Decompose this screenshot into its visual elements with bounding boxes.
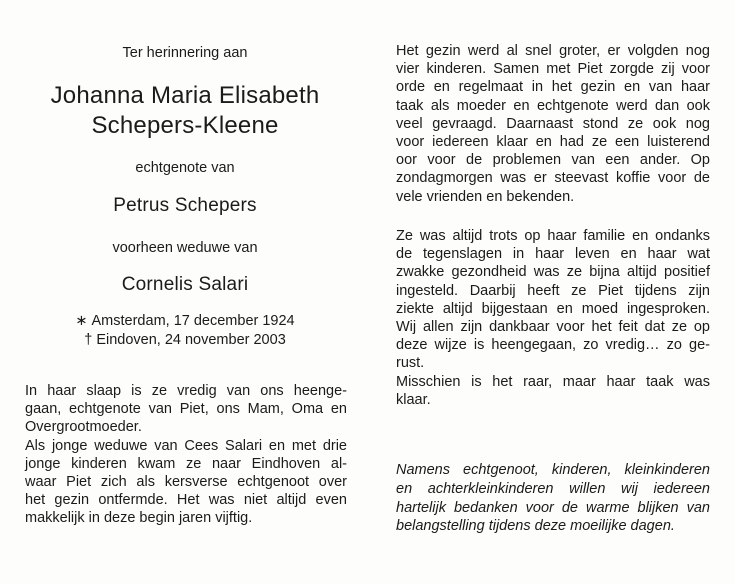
text-line: belangstelling tijdens deze moeilijke dagen.	[396, 518, 675, 535]
text-line: orde en regelmaat in het gezin en van haar	[396, 79, 710, 96]
text-line: klaar.	[396, 391, 431, 408]
text-line: Wij allen zijn dankbaar voor het feit dat ze op	[396, 319, 710, 336]
in-memoriam-label: Ter herinnering aan	[122, 45, 248, 61]
text-line: en achterkleinkinderen willen wij iedereen	[396, 480, 710, 497]
spouse-name: Petrus Schepers	[113, 195, 257, 216]
family-paragraph	[396, 42, 710, 206]
text-line: ingesteld. Daarbij heeft ze Piet tijdens zijn	[396, 282, 710, 299]
text-line: het gezin ontfermde. Het was niet altijd even	[25, 492, 347, 509]
text-line: oor voor de problemen van een ander. Op	[396, 152, 710, 169]
text-line: veel gevraagd. Daarnaast stond ze ook nog	[396, 115, 710, 132]
text-line: vele vrienden en bekenden.	[396, 188, 575, 205]
life-story-paragraph	[25, 382, 347, 528]
birth-place-date: Amsterdam, 17 december 1924	[91, 313, 295, 329]
text-line: Namens echtgenoot, kinderen, kleinkinderen	[396, 462, 710, 478]
spouse-of-label: echtgenote van	[135, 160, 235, 176]
birth-date-line	[22, 312, 348, 331]
text-line: taak als moeder en echtgenote werd dan ook	[396, 97, 710, 114]
text-line: deze wijze is heengegaan, zo vredig… zo ge-	[396, 337, 710, 354]
text-line: zondagmorgen was er steevast koffie voor de	[396, 170, 710, 187]
text-line: voor iedereen klaar en had ze een luisterend	[396, 134, 710, 151]
text-line: Misschien is het raar, maar haar taak was	[396, 373, 710, 390]
text-line: Ze was altijd trots op haar familie en ondanks	[396, 228, 710, 244]
birth-star-icon: ∗	[75, 313, 88, 329]
acknowledgement-paragraph	[396, 461, 710, 536]
text-line: de tegenslagen in haar leven en haar wat	[396, 246, 710, 263]
text-line: Het gezin werd al snel groter, er volgden nog	[396, 43, 710, 59]
text-line: hartelijk bedanken voor de warme blijken van	[396, 499, 710, 516]
text-line: Overgrootmoeder.	[25, 419, 142, 436]
text-line: vier kinderen. Samen met Piet zorgde zij voor	[396, 61, 710, 78]
text-line: jonge kinderen kwam ze naar Eindhoven al-	[25, 455, 347, 472]
death-cross-icon: †	[84, 331, 93, 348]
text-line: In haar slaap is ze vredig van ons heenge-	[25, 383, 347, 399]
death-place-date: Eindoven, 24 november 2003	[96, 331, 286, 348]
death-date-line	[22, 331, 348, 350]
text-line: rust.	[396, 355, 425, 372]
text-line: gaan, echtgenote van Piet, ons Mam, Oma en	[25, 401, 347, 418]
text-line: zwakke gezondheid was ze bijna altijd positief	[396, 264, 710, 281]
formerly-widow-label: voorheen weduwe van	[112, 240, 258, 256]
text-line: ziekte altijd bijgestaan en moed ingesproken.	[396, 300, 710, 317]
life-dates	[22, 312, 348, 349]
text-line: makkelijk in deze begin jaren vijftig.	[25, 510, 253, 527]
deceased-name	[22, 81, 348, 141]
text-line: Als jonge weduwe van Cees Salari en met drie	[25, 437, 347, 454]
first-husband-name: Cornelis Salari	[121, 274, 249, 295]
deceased-name-line-1: Johanna Maria Elisabeth	[50, 82, 320, 109]
tribute-paragraph	[396, 227, 710, 409]
text-line: waar Piet zich als kersverse echtgenoot over	[25, 474, 347, 491]
deceased-name-line-2: Schepers-Kleene	[91, 112, 279, 139]
